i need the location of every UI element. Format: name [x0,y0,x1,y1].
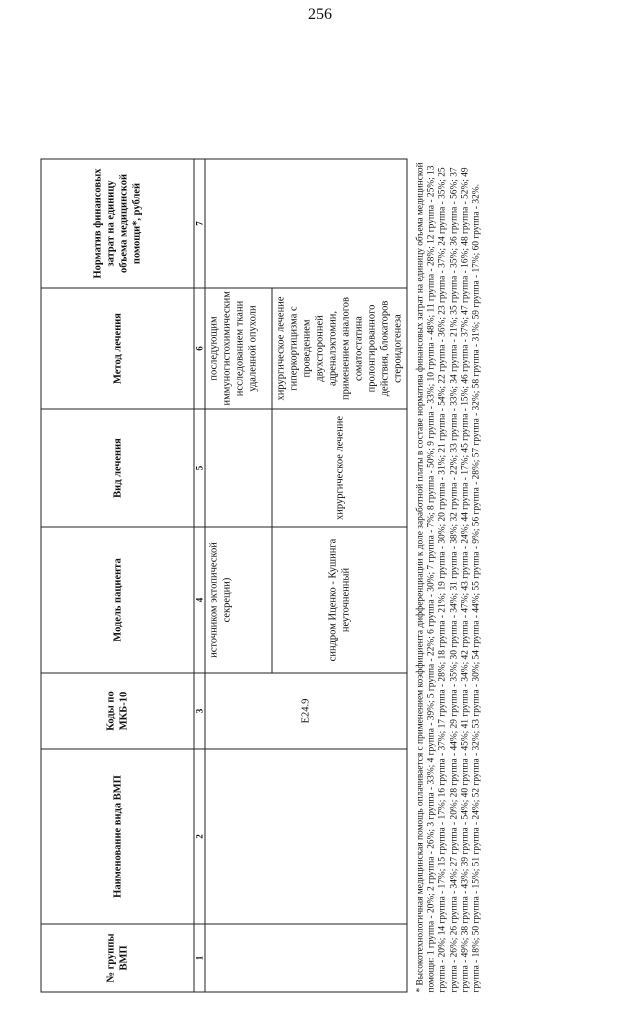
treatment-type-cell [205,409,272,527]
header-group-number: № группы ВМП [41,924,194,992]
vmp-table [41,159,408,993]
patient-model-cell: синдром Иценко - Кушинга неуточненный [272,527,407,673]
treatment-type-cell: хирургическое лечение [272,409,407,527]
column-number-row [194,159,205,992]
column-number: 7 [194,159,205,288]
header-vmp-name: Наименование вида ВМП [41,749,194,924]
column-number: 6 [194,288,205,409]
header-icd-codes: Коды по МКБ-10 [41,673,194,749]
column-number: 1 [194,924,205,992]
treatment-method-cell: последующим иммуногистохимическим исследованием ткани удаленной опухоли [205,288,272,409]
column-number: 3 [194,673,205,749]
header-treatment-type: Вид лечения [41,409,194,527]
header-treatment-method: Метод лечения [41,288,194,409]
patient-model-cell: источником эктопической секреции) [205,527,272,673]
cost-standard-cell [205,159,407,288]
icd-code-cell: E24.9 [205,673,407,749]
page-number: 256 [308,6,332,23]
footnote: * Высокотехнологичная медицинская помощь оплачивается с применением коэффициента дифференциации к доле заработной платы в составе норматива финансовых затрат на единицу объема медицинской помощи: 1 группа - 20%; 2 группа - 26%; 3 группа - 33%; 4 группа - 39%; 5 группа - 22%; 6 группа - 30%; 7 группа - 7%; 8 группа - 50%; 9 группа - 33%; 10 группа - 48%; 11 группа - 28%; 12 группа - 25%; 13 группа - 20%; 14 группа - 17%; 15 группа - 17%; 16 группа - 37%; 17 группа - 28%; 18 группа - 21%; 19 группа - 30%; 20 группа - 31%; 21 группа - 54%; 22 группа - 36%; 23 группа - 37%; 24 группа - 35%; 25 группа - 26%; 26 группа - 34%; 27 группа - 20%; 28 группа - 44%; 29 группа - 35%; 30 группа - 34%; 31 группа - 38%; 32 группа - 22%; 33 группа - 33%; 34 группа - 21%; 35 группа - 35%; 36 группа - 56%; 37 группа - 49%; 38 группа - 43%; 39 группа - 54%; 40 группа - 45%; 41 группа - 34%; 42 группа - 47%; 43 группа - 24%; 44 группа - 17%; 45 группа - 15%; 46 группа - 37%; 47 группа - 16%; 48 группа - 52%; 49 группа - 18%; 50 группа - 15%; 51 группа - 24%; 52 группа - 32%; 53 группа - 30%; 54 группа - 44%; 55 группа - 9%; 56 группа - 28%; 57 группа - 32%; 58 группа - 31%; 59 группа - 17%; 60 группа - 32%. [415,162,482,993]
header-cost-standard: Норматив финансовых затрат на единицу объема медицинской помощи*, рублей [41,159,194,288]
table-header-row [41,159,194,992]
header-patient-model: Модель пациента [41,527,194,673]
column-number: 2 [194,749,205,924]
column-number: 5 [194,409,205,527]
treatment-method-cell: хирургическое лечение гиперкортицизма с проведением двухсторонней адреналэктомии, применением аналогов соматостатина пролонгированного действия, блокаторов стероидогенеза [272,288,407,409]
rotated-page-content [41,136,611,1011]
vmp-name-cell [205,749,407,924]
group-number-cell [205,924,407,992]
table-row [205,159,272,992]
column-number: 4 [194,527,205,673]
